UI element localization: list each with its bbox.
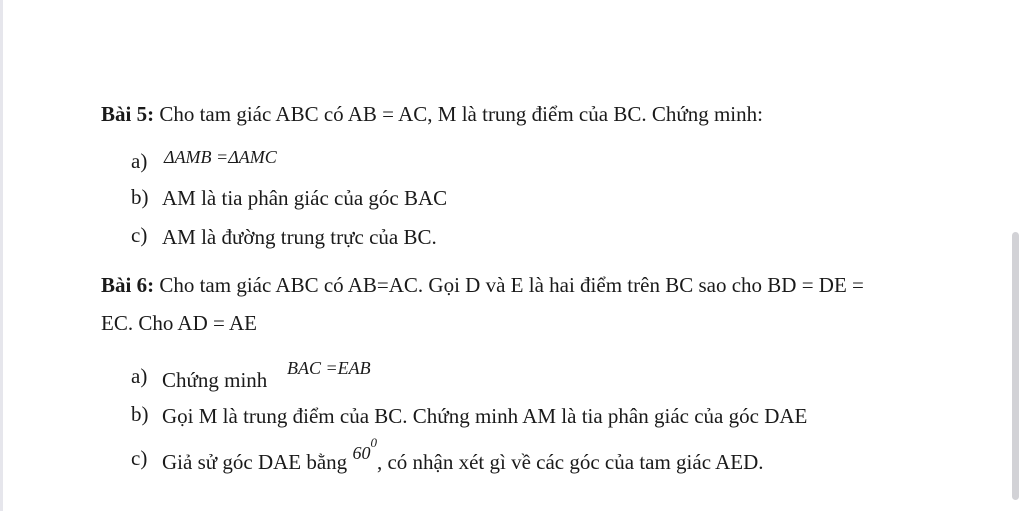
bai6-a-text: Chứng minh	[162, 368, 268, 392]
bai6-c-label: c)	[131, 446, 148, 470]
bai5-text: Cho tam giác ABC có AB = AC, M là trung điểm của BC. Chứng minh:	[154, 102, 763, 126]
bai5-c-text: AM là đường trung trực của BC.	[162, 225, 437, 249]
vertical-scrollbar[interactable]	[1012, 232, 1019, 500]
bai5-c-label: c)	[131, 223, 148, 247]
bai5-b-label: b)	[131, 185, 149, 209]
bai6-c-line	[162, 435, 764, 477]
bai6-c-text-before: Giả sử góc DAE bằng	[162, 450, 348, 474]
bai6-title: Bài 6:	[101, 273, 155, 297]
bai6-c-math	[352, 435, 377, 463]
bai6-text-line1: Cho tam giác ABC có AB=AC. Gọi D và E là hai điểm trên BC sao cho BD = DE =	[154, 273, 864, 297]
window-left-edge	[0, 0, 3, 511]
bai5-title: Bài 5:	[101, 102, 155, 126]
bai5-a-label: a)	[131, 149, 148, 173]
bai5-a-text: ΔAMB =ΔAMC	[164, 147, 277, 167]
bai5-heading	[101, 102, 763, 126]
bai6-b-label: b)	[131, 402, 149, 426]
bai6-a-math: BAC =EAB	[287, 358, 371, 378]
bai6-text-line2: EC. Cho AD = AE	[101, 311, 257, 335]
bai6-c-text-after: , có nhận xét gì về các góc của tam giác AED.	[376, 450, 764, 474]
bai6-heading	[101, 273, 864, 297]
bai6-b-text: Gọi M là trung điểm của BC. Chứng minh AM là tia phân giác của góc DAE	[162, 404, 808, 428]
bai6-a-label: a)	[131, 364, 148, 388]
bai5-b-text: AM là tia phân giác của góc BAC	[162, 186, 448, 210]
bai6-c-math-value: 60	[352, 443, 371, 463]
bai6-c-math-sup: 0	[370, 435, 377, 450]
